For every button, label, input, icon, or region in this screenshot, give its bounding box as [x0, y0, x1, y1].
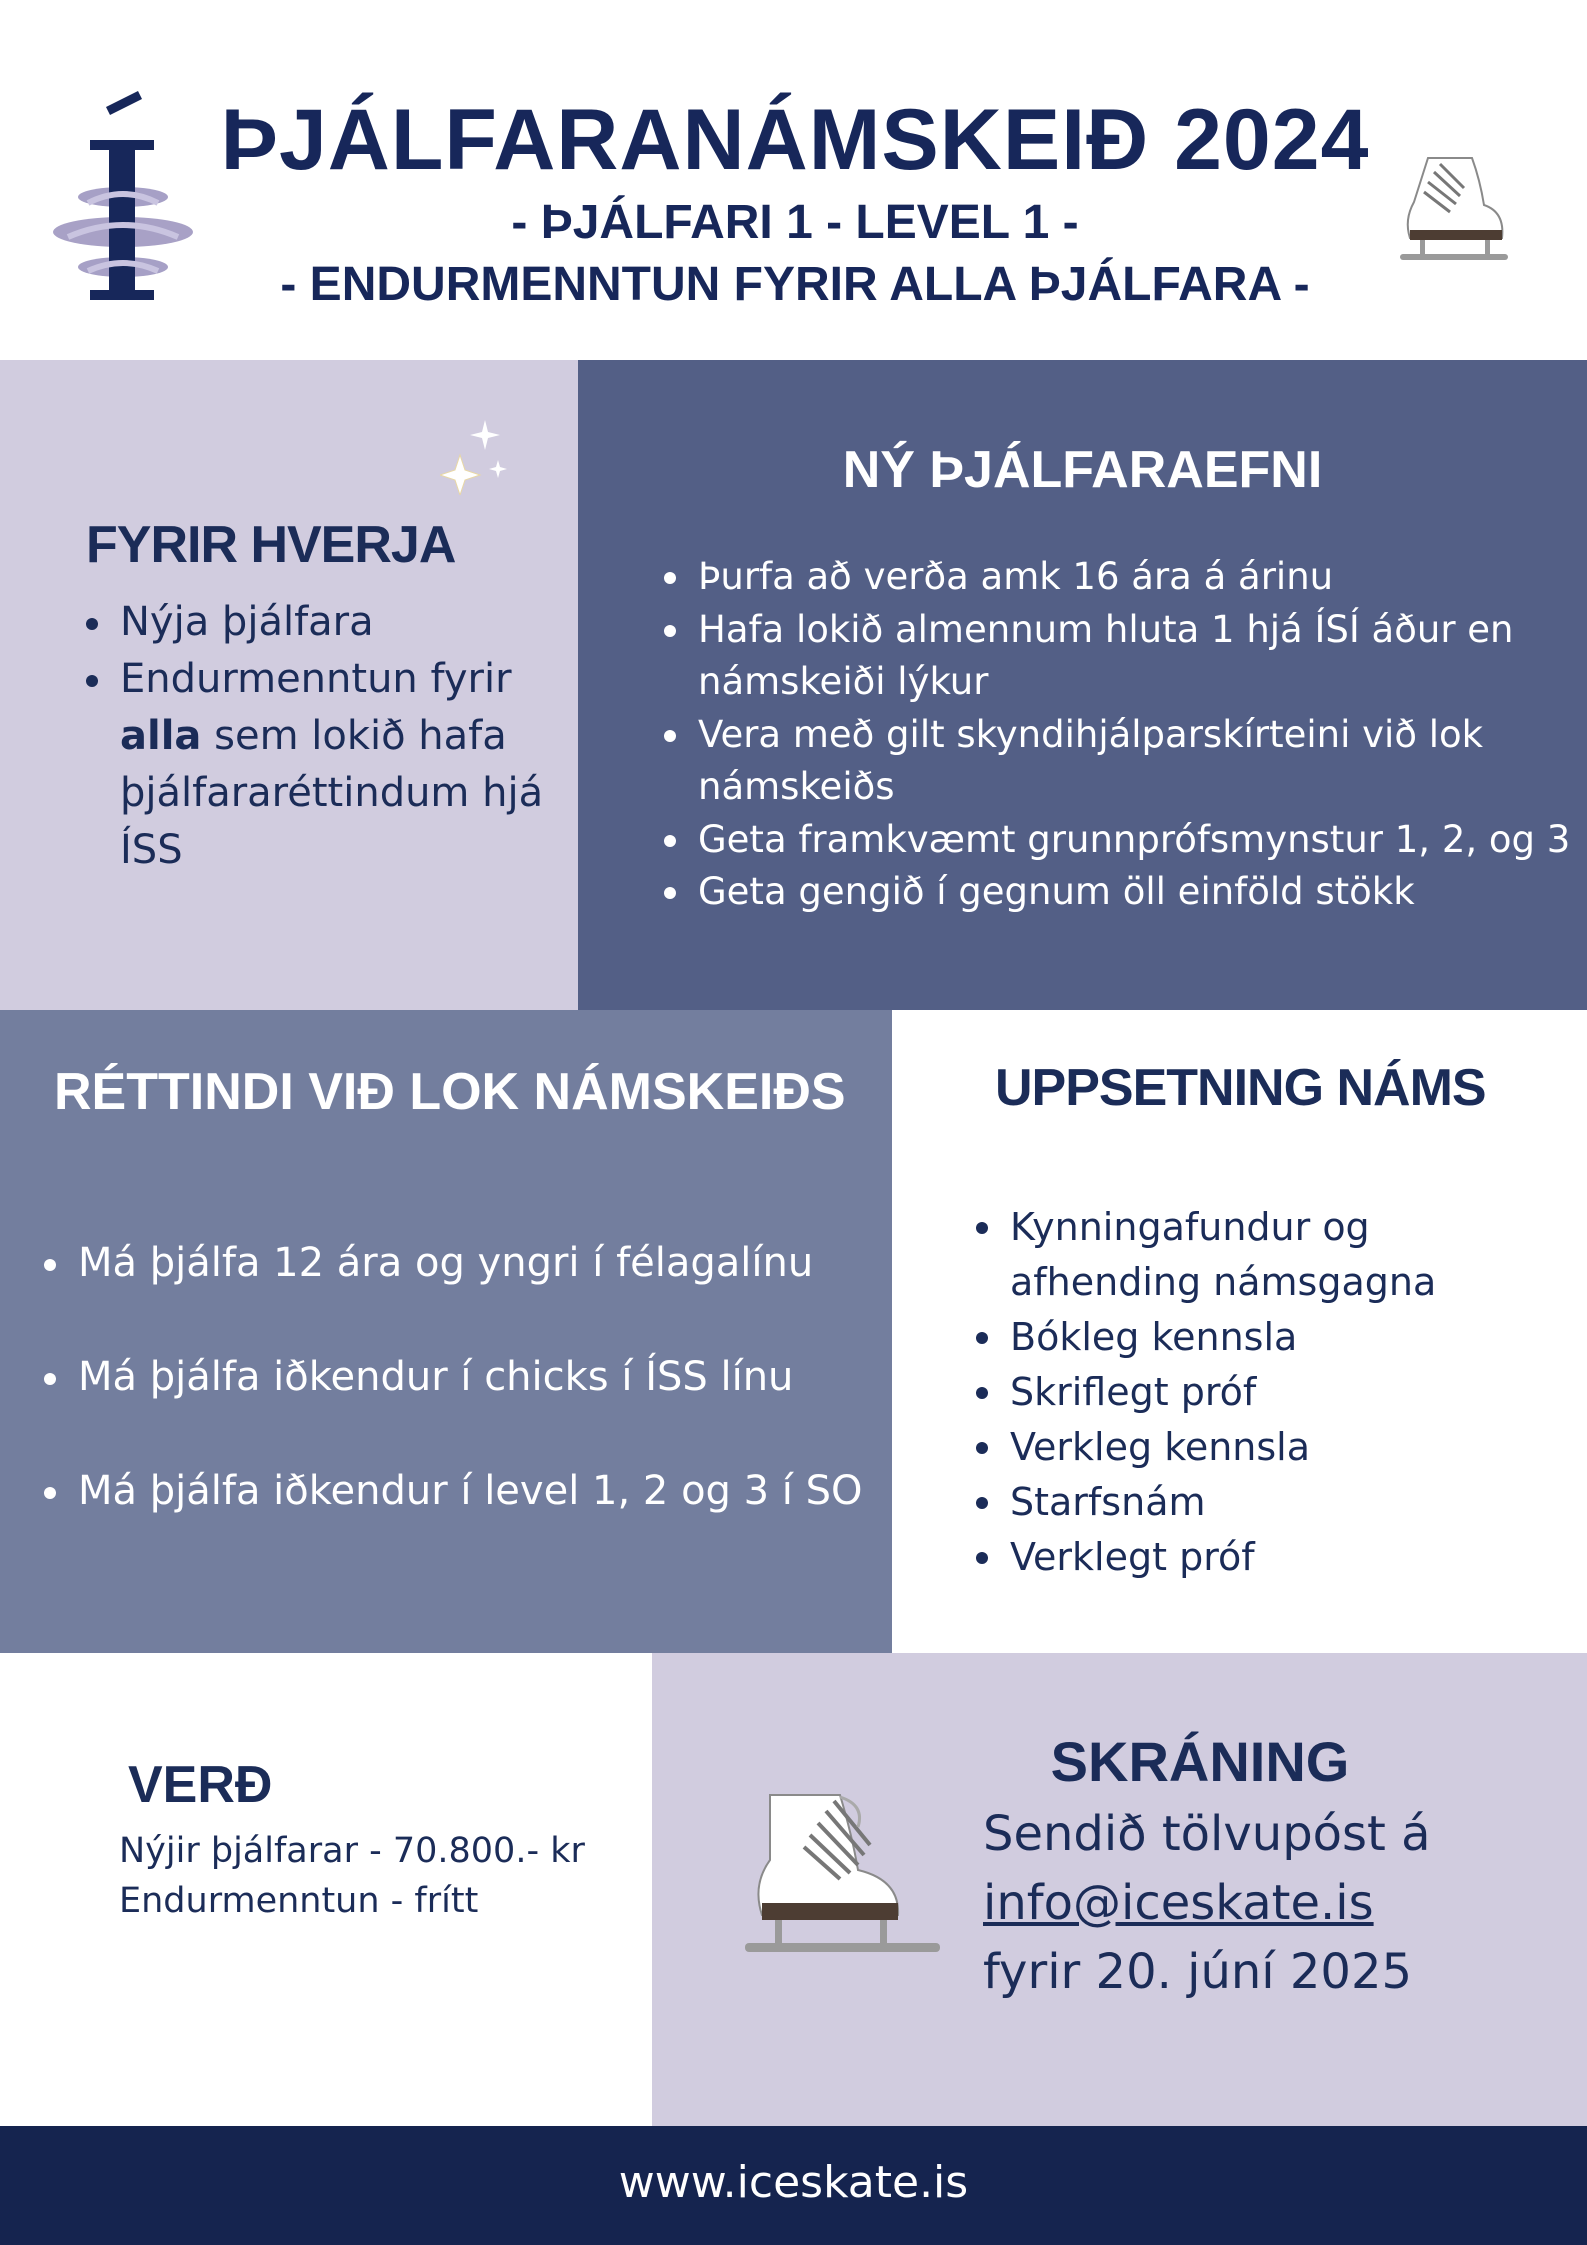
verd-details [119, 1826, 639, 1926]
emphasis-alla: alla [120, 713, 202, 759]
list-item: Skriflegt próf [970, 1365, 1570, 1420]
price-new-coaches: Nýjir þjálfarar - 70.800.- kr [119, 1831, 585, 1871]
list-item: Vera með gilt skyndihjálparskírteini við lok námskeiðs [658, 709, 1587, 814]
list-item: Má þjálfa iðkendur í level 1, 2 og 3 í SO [38, 1463, 888, 1520]
fyrir-hverja-list [80, 594, 560, 879]
list-item: Geta framkvæmt grunnprófsmynstur 1, 2, og 3 [658, 814, 1587, 867]
list-item: Verklegt próf [970, 1530, 1570, 1585]
verd-title: VERÐ [128, 1756, 273, 1814]
uppsetning-list [970, 1200, 1570, 1585]
subtitle-endurmenntun: - ENDURMENNTUN FYRIR ALLA ÞJÁLFARA - [280, 258, 1310, 311]
subtitle-level: - ÞJÁLFARI 1 - LEVEL 1 - [511, 196, 1079, 249]
list-item: Endurmenntun fyrir alla sem lokið hafa þjálfararéttindum hjá ÍSS [80, 651, 560, 879]
sparkle-icon [440, 420, 510, 495]
ny-thjalfaraefni-title: NÝ ÞJÁLFARAEFNI [842, 441, 1323, 499]
list-item: Má þjálfa iðkendur í chicks í ÍSS línu [38, 1349, 888, 1406]
list-item: Nýja þjálfara [80, 594, 560, 651]
list-item: Hafa lokið almennum hluta 1 hjá ÍSÍ áður en námskeiði lýkur [658, 604, 1587, 709]
email-link[interactable]: info@iceskate.is [983, 1875, 1374, 1931]
list-item: Má þjálfa 12 ára og yngri í félagalínu [38, 1235, 888, 1292]
skraning-deadline: fyrir 20. júní 2025 [983, 1944, 1413, 2000]
website-link[interactable]: www.iceskate.is [618, 2157, 969, 2208]
list-item: Verkleg kennsla [970, 1420, 1570, 1475]
rettindi-title: RÉTTINDI VIÐ LOK NÁMSKEIÐS [54, 1063, 846, 1121]
price-refresher: Endurmenntun - frítt [119, 1881, 479, 1921]
fyrir-hverja-title: FYRIR HVERJA [86, 516, 456, 574]
ice-skate-icon [1380, 150, 1515, 270]
uppsetning-title: UPPSETNING NÁMS [995, 1059, 1486, 1117]
skraning-title: SKRÁNING [1050, 1730, 1350, 1793]
list-item: Þurfa að verða amk 16 ára á árinu [658, 551, 1587, 604]
ny-thjalfaraefni-list [658, 551, 1587, 919]
list-item: Kynningafundur og afhending námsgagna [970, 1200, 1570, 1310]
page-title: ÞJÁLFARANÁMSKEIÐ 2024 [220, 92, 1370, 188]
iss-logo [38, 85, 208, 315]
list-item: Starfsnám [970, 1475, 1570, 1530]
rettindi-list [38, 1235, 888, 1577]
ice-skate-icon [740, 1785, 950, 1965]
skraning-instruction: Sendið tölvupóst á [983, 1806, 1431, 1862]
list-item: Geta gengið í gegnum öll einföld stökk [658, 866, 1587, 919]
skraning-details [983, 1800, 1573, 2007]
list-item: Bókleg kennsla [970, 1310, 1570, 1365]
